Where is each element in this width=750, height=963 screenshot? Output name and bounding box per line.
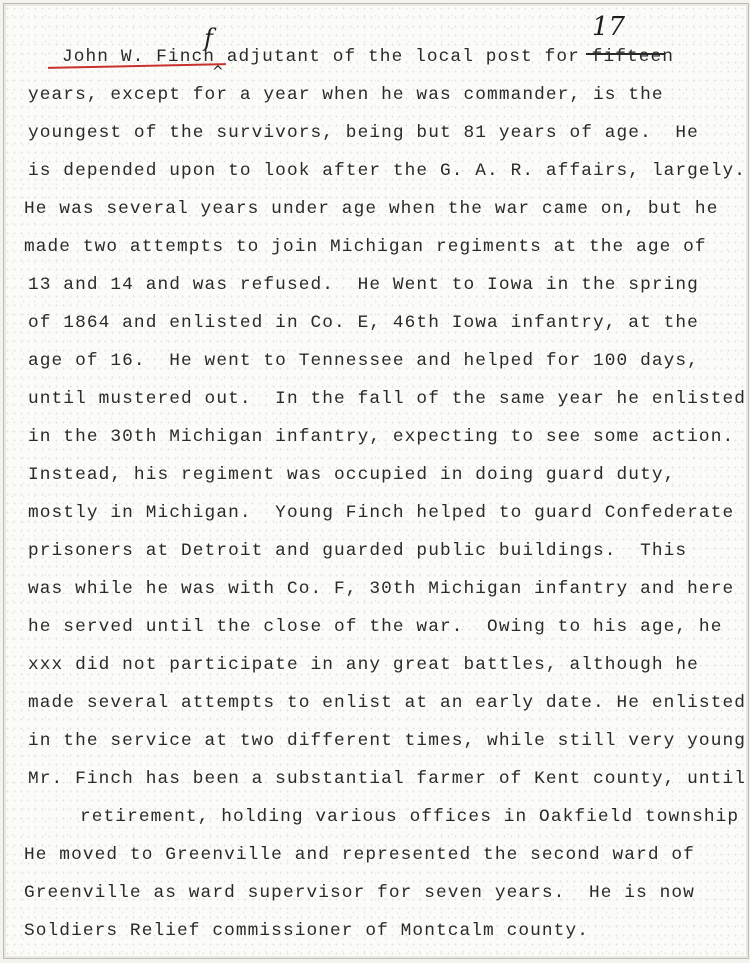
text-line-10: until mustered out. In the fall of the same year he enlisted xyxy=(28,389,746,409)
text-line-20: Mr. Finch has been a substantial farmer of Kent county, until xyxy=(28,769,746,789)
text-line-7: 13 and 14 and was refused. He Went to Iowa in the spring xyxy=(28,275,699,295)
text-line-15: was while he was with Co. F, 30th Michigan infantry and here xyxy=(28,579,735,599)
text-line-19: in the service at two different times, while still very young xyxy=(28,731,746,751)
text-line-5: He was several years under age when the war came on, but he xyxy=(24,199,719,219)
text-line-24: Soldiers Relief commissioner of Montcalm county. xyxy=(24,921,589,941)
text-line-21: retirement, holding various offices in Oakfield township xyxy=(80,807,740,827)
text-line-13: mostly in Michigan. Young Finch helped to guard Confederate xyxy=(28,503,735,523)
insertion-caret: ^ xyxy=(212,64,224,80)
text-line-1: John W. Finch adjutant of the local post for fifteen xyxy=(62,47,675,67)
text-line-18: made several attempts to enlist at an early date. He enlisted xyxy=(28,693,746,713)
text-line-17: xxx did not participate in any great battles, although he xyxy=(28,655,699,675)
text-line-2: years, except for a year when he was commander, is the xyxy=(28,85,664,105)
text-line-16: he served until the close of the war. Owing to his age, he xyxy=(28,617,723,637)
text-line-3: youngest of the survivors, being but 81 years of age. He xyxy=(28,123,699,143)
text-line-9: age of 16. He went to Tennessee and helped for 100 days, xyxy=(28,351,699,371)
text-line-12: Instead, his regiment was occupied in doing guard duty, xyxy=(28,465,676,485)
text-line-14: prisoners at Detroit and guarded public buildings. This xyxy=(28,541,688,561)
document-page xyxy=(3,3,749,959)
text-line-4: is depended upon to look after the G. A. R. affairs, largely. xyxy=(28,161,746,181)
text-line-22: He moved to Greenville and represented the second ward of xyxy=(24,845,695,865)
text-line-23: Greenville as ward supervisor for seven years. He is now xyxy=(24,883,695,903)
handwritten-correction: f xyxy=(204,24,213,52)
text-line-6: made two attempts to join Michigan regiments at the age of xyxy=(24,237,707,257)
text-line-11: in the 30th Michigan infantry, expecting to see some action. xyxy=(28,427,735,447)
text-line-8: of 1864 and enlisted in Co. E, 46th Iowa infantry, at the xyxy=(28,313,699,333)
handwritten-number: 17 xyxy=(592,12,626,42)
